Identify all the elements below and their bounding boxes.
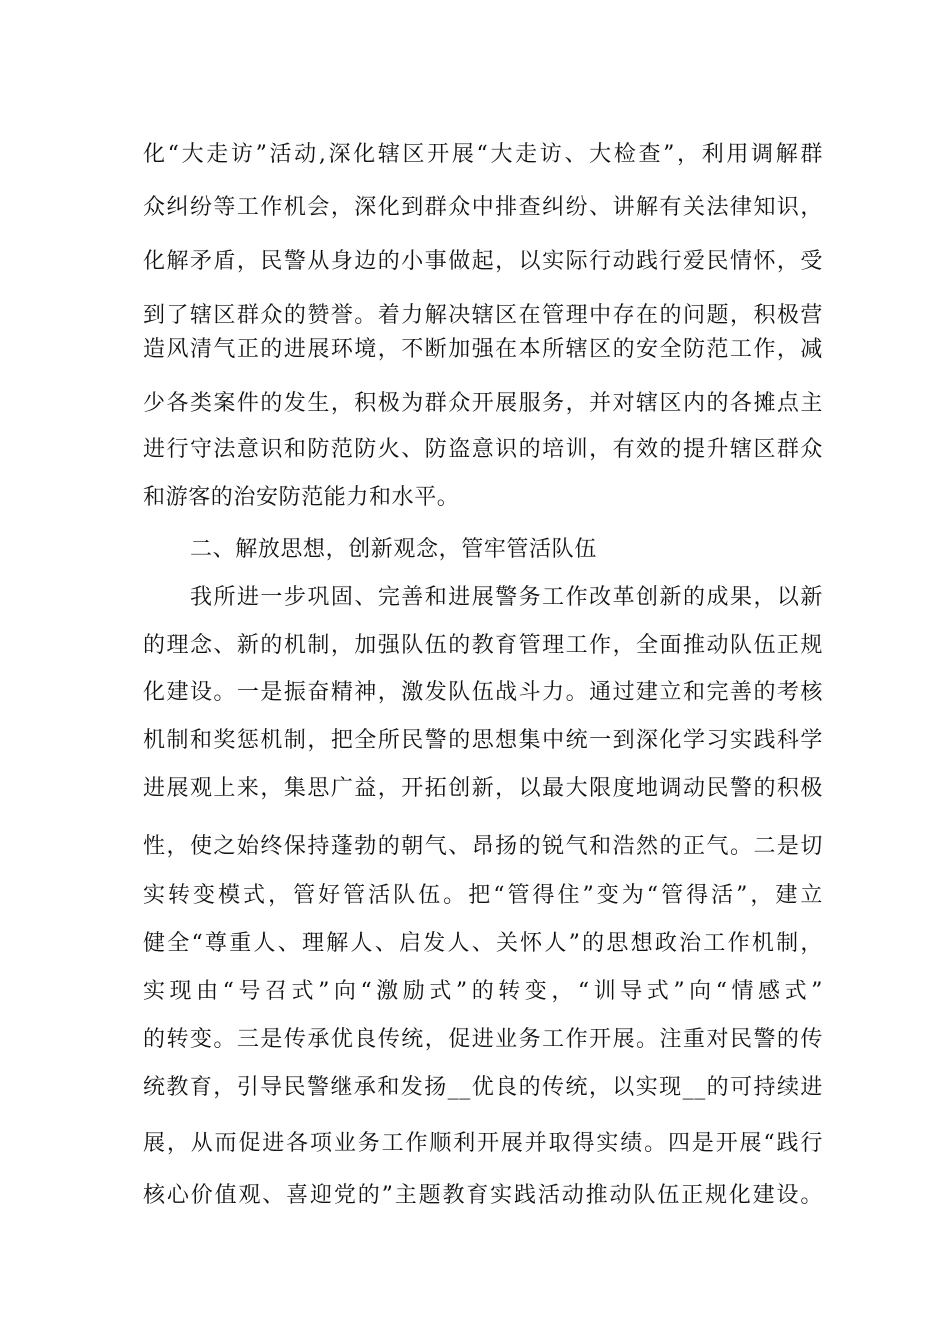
paragraph-line: 化建设。一是振奋精神，激发队伍战斗力。通过建立和完善的考核: [143, 680, 823, 705]
paragraph-line: 到了辖区群众的赞誉。着力解决辖区在管理中存在的问题，积极营: [143, 303, 823, 328]
paragraph-line: 的理念、新的机制，加强队伍的教育管理工作，全面推动队伍正规: [143, 633, 823, 658]
paragraph-line: 我所进一步巩固、完善和进展警务工作改革创新的成果，以新: [190, 585, 823, 610]
paragraph-line: 核心价值观、喜迎党的”主题教育实践活动推动队伍正规化建设。: [143, 1183, 823, 1208]
paragraph-line: 健全“尊重人、理解人、启发人、关怀人”的思想政治工作机制，: [143, 931, 823, 956]
paragraph-line: 化解矛盾，民警从身边的小事做起，以实际行动践行爱民情怀，受: [143, 249, 823, 274]
paragraph-line: 实现由“号召式”向“激励式”的转变，“训导式”向“情感式”: [143, 979, 823, 1004]
paragraph-line: 众纠纷等工作机会，深化到群众中排查纠纷、讲解有关法律知识，: [143, 195, 823, 220]
paragraph-line: 和游客的治安防范能力和水平。: [143, 485, 460, 510]
paragraph-line: 机制和奖惩机制，把全所民警的思想集中统一到深化学习实践科学: [143, 728, 823, 753]
paragraph-line: 进行守法意识和防范防火、防盗意识的培训，有效的提升辖区群众: [143, 437, 823, 462]
paragraph-line: 统教育，引导民警继承和发扬__优良的传统，以实现__的可持续进: [143, 1075, 823, 1100]
paragraph-line: 实转变模式，管好管活队伍。把“管得住”变为“管得活”，建立: [143, 883, 823, 908]
paragraph-line: 化“大走访”活动,深化辖区开展“大走访、大检查”，利用调解群: [143, 142, 823, 167]
paragraph-line: 造风清气正的进展环境，不断加强在本所辖区的安全防范工作，减: [143, 337, 823, 362]
paragraph-line: 性，使之始终保持蓬勃的朝气、昂扬的锐气和浩然的正气。二是切: [143, 834, 823, 859]
paragraph-line: 进展观上来，集思广益，开拓创新，以最大限度地调动民警的积极: [143, 776, 823, 801]
paragraph-line: 的转变。三是传承优良传统，促进业务工作开展。注重对民警的传: [143, 1027, 823, 1052]
section-heading: 二、解放思想，创新观念，管牢管活队伍: [190, 537, 597, 562]
paragraph-line: 展，从而促进各项业务工作顺利开展并取得实绩。四是开展“践行: [143, 1131, 823, 1156]
paragraph-line: 少各类案件的发生，积极为群众开展服务，并对辖区内的各摊点主: [143, 391, 823, 416]
